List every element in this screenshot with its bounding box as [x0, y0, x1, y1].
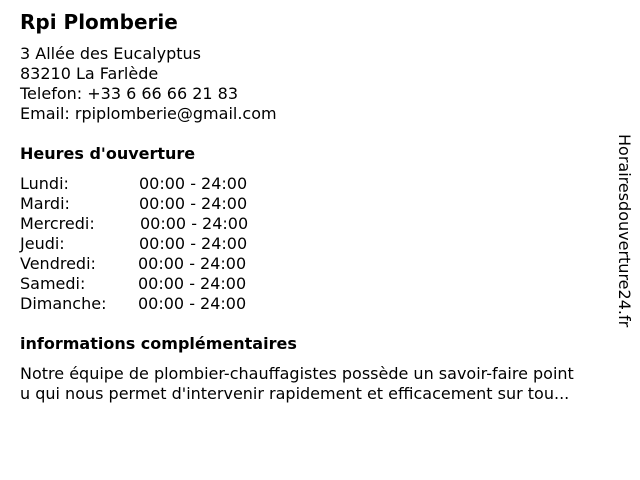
address-street: 3 Allée des Eucalyptus	[20, 44, 201, 63]
opening-hours-heading: Heures d'ouverture	[20, 144, 196, 163]
hours-time: 00:00 - 24:00	[138, 254, 247, 273]
hours-time: 00:00 - 24:00	[139, 194, 248, 213]
site-watermark: Horairesdouverture24.fr	[615, 134, 634, 328]
description-line: u qui nous permet d'intervenir rapidement et efficacement sur tou...	[20, 384, 570, 403]
hours-time: 00:00 - 24:00	[140, 214, 249, 233]
phone-number: Telefon: +33 6 66 66 21 83	[20, 84, 239, 103]
contact-block	[20, 44, 277, 124]
hours-day: Mercredi:	[20, 214, 95, 233]
hours-row-monday	[20, 174, 280, 194]
description-line: Notre équipe de plombier-chauffagistes possède un savoir-faire point	[20, 364, 574, 383]
hours-row-thursday	[20, 234, 280, 254]
hours-row-friday	[20, 254, 280, 274]
address-city: 83210 La Farlède	[20, 64, 159, 83]
opening-hours-list	[20, 174, 280, 314]
hours-day: Dimanche:	[20, 294, 107, 313]
email-address: Email: rpiplomberie@gmail.com	[20, 104, 277, 123]
hours-time: 00:00 - 24:00	[139, 174, 248, 193]
hours-day: Samedi:	[20, 274, 86, 293]
hours-day: Lundi:	[20, 174, 69, 193]
hours-day: Mardi:	[20, 194, 70, 213]
business-name: Rpi Plomberie	[20, 10, 178, 34]
hours-time: 00:00 - 24:00	[138, 274, 247, 293]
business-description	[20, 364, 620, 404]
additional-info-heading: informations complémentaires	[20, 334, 297, 353]
hours-row-tuesday	[20, 194, 280, 214]
hours-row-wednesday	[20, 214, 280, 234]
hours-day: Vendredi:	[20, 254, 96, 273]
hours-day: Jeudi:	[20, 234, 65, 253]
hours-row-saturday	[20, 274, 280, 294]
hours-row-sunday	[20, 294, 280, 314]
hours-time: 00:00 - 24:00	[138, 294, 247, 313]
hours-time: 00:00 - 24:00	[139, 234, 248, 253]
